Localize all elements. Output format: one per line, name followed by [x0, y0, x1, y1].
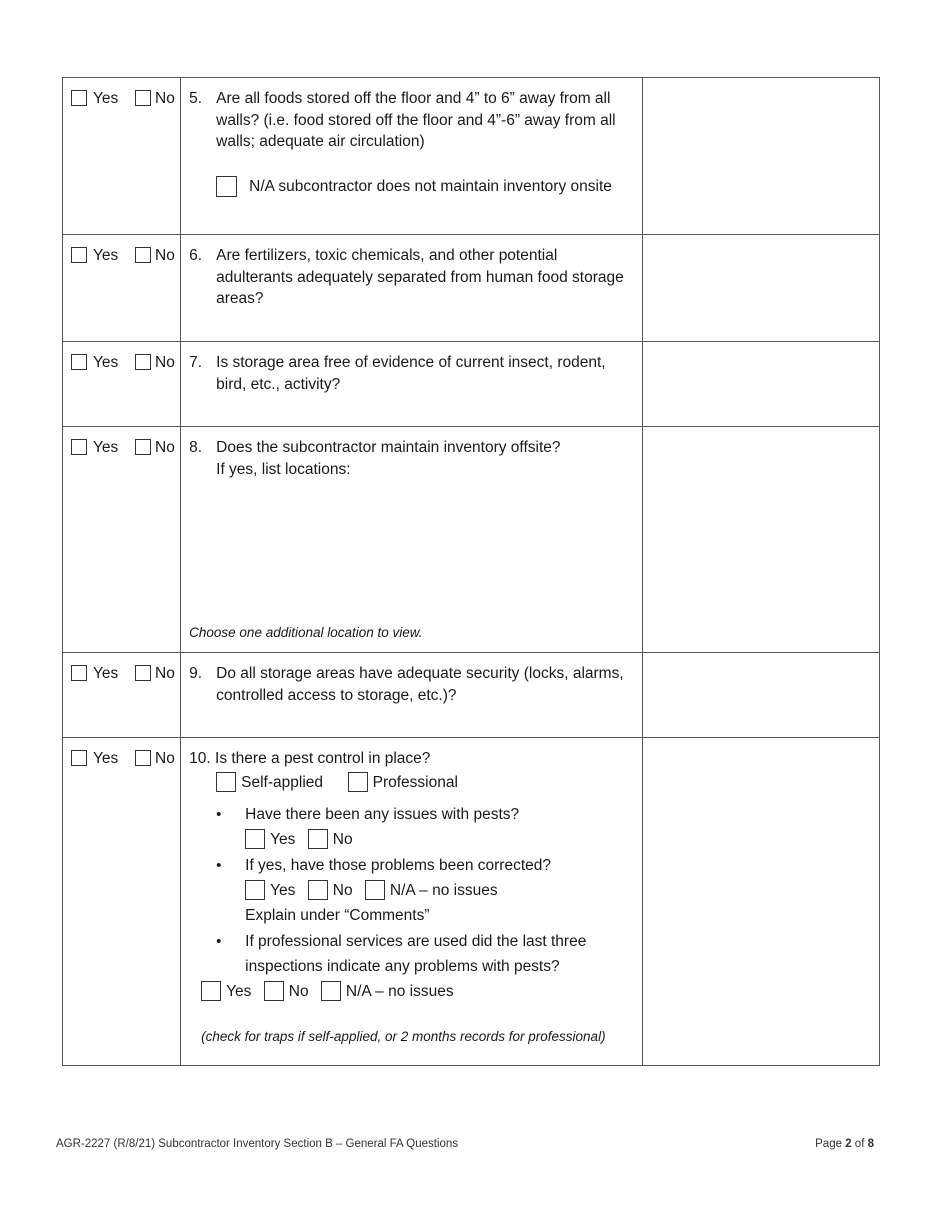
yes-no-cell: [63, 235, 181, 342]
question-text: Is there a pest control in place?: [215, 750, 431, 767]
no-checkbox[interactable]: [135, 247, 151, 263]
comments-cell[interactable]: [642, 235, 879, 342]
no-option[interactable]: No: [135, 750, 175, 768]
no-option[interactable]: No: [135, 247, 175, 265]
question-number: 9.: [189, 665, 203, 682]
question-number: 10.: [189, 750, 211, 767]
pest-control-type: [216, 770, 634, 795]
question-row-8: [63, 427, 880, 653]
comments-cell[interactable]: [642, 653, 879, 738]
bullet-dot-icon: •: [216, 932, 222, 950]
question-cell: [181, 653, 643, 738]
self-applied-checkbox[interactable]: [216, 772, 236, 792]
question-cell: [181, 738, 643, 1066]
question-number: 5.: [189, 90, 203, 107]
yes-no-cell: [63, 342, 181, 427]
no-checkbox[interactable]: [135, 665, 151, 681]
question-cell: [181, 427, 643, 653]
no-checkbox[interactable]: [135, 90, 151, 106]
yes-checkbox[interactable]: [71, 665, 87, 681]
question-number: 7.: [189, 354, 203, 371]
bullet-item: • If yes, have those problems been corrected? Yes No N/A – no issues Explain under “Comments”: [189, 853, 634, 928]
yes-no-cell: [63, 427, 181, 653]
no-checkbox[interactable]: [308, 880, 328, 900]
question-row-10: [63, 738, 880, 1066]
na-option-label: N/A subcontractor does not maintain inventory onsite: [249, 177, 612, 195]
comments-cell[interactable]: [642, 738, 879, 1066]
yes-checkbox[interactable]: [201, 981, 221, 1001]
no-option[interactable]: No: [135, 90, 175, 108]
yes-checkbox[interactable]: [71, 90, 87, 106]
bullet-text: If yes, have those problems been corrected?: [245, 856, 552, 874]
bullet-text: If professional services are used did the last three inspections indicate any problems with pests?: [245, 932, 587, 975]
location-dropdown-hint[interactable]: Choose one additional location to view.: [189, 624, 423, 640]
yes-option[interactable]: Yes: [71, 354, 118, 372]
no-option[interactable]: No: [135, 354, 175, 372]
no-checkbox[interactable]: [135, 354, 151, 370]
question-number: 8.: [189, 439, 203, 456]
yes-checkbox[interactable]: [71, 247, 87, 263]
self-applied-label: Self-applied: [241, 773, 323, 791]
page-number: Page 2 of 8: [815, 1138, 874, 1150]
question-row-7: [63, 342, 880, 427]
comments-cell[interactable]: [642, 78, 879, 235]
no-checkbox[interactable]: [264, 981, 284, 1001]
no-checkbox[interactable]: [135, 750, 151, 766]
question-cell: [181, 235, 643, 342]
yes-option[interactable]: Yes: [71, 247, 118, 265]
list-locations-label: If yes, list locations:: [216, 460, 351, 478]
comments-cell[interactable]: [642, 427, 879, 653]
question-cell: [181, 342, 643, 427]
yes-no-cell: [63, 738, 181, 1066]
questions-table: [62, 77, 880, 1066]
no-option[interactable]: No: [135, 439, 175, 457]
no-checkbox[interactable]: [308, 829, 328, 849]
question-cell: [181, 78, 643, 235]
question-text: Does the subcontractor maintain inventory offsite?: [216, 439, 561, 456]
question-row-5: [63, 78, 880, 235]
na-checkbox[interactable]: [365, 880, 385, 900]
explain-note: Explain under “Comments”: [245, 906, 430, 924]
no-checkbox[interactable]: [135, 439, 151, 455]
yes-option[interactable]: Yes: [71, 90, 118, 108]
na-checkbox[interactable]: [321, 981, 341, 1001]
question-text: Are fertilizers, toxic chemicals, and other potential adulterants adequately separated from human food storage areas?: [216, 247, 624, 307]
yes-checkbox[interactable]: [71, 750, 87, 766]
bullet-item: • Have there been any issues with pests? Yes No: [189, 802, 634, 852]
yes-checkbox[interactable]: [71, 354, 87, 370]
footer-form-id: AGR-2227 (R/8/21) Subcontractor Inventory Section B – General FA Questions: [56, 1138, 459, 1150]
question-text: Are all foods stored off the floor and 4” to 6” away from all walls? (i.e. food stored off the floor and 4”-6” away from all walls; adequate air circulation): [216, 90, 616, 150]
yes-option[interactable]: Yes: [71, 665, 118, 683]
bullet-dot-icon: •: [216, 805, 222, 823]
question-text: Is storage area free of evidence of current insect, rodent, bird, etc., activity?: [216, 354, 606, 393]
question-row-6: [63, 235, 880, 342]
yes-checkbox[interactable]: [71, 439, 87, 455]
professional-checkbox[interactable]: [348, 772, 368, 792]
bullet-text: Have there been any issues with pests?: [245, 805, 520, 823]
question-number: 6.: [189, 247, 203, 264]
yes-option[interactable]: Yes: [71, 750, 118, 768]
yes-checkbox[interactable]: [245, 829, 265, 849]
yes-no-cell: [63, 78, 181, 235]
na-checkbox[interactable]: [216, 176, 237, 197]
question-row-9: [63, 653, 880, 738]
yes-no-cell: [63, 653, 181, 738]
yes-option[interactable]: Yes: [71, 439, 118, 457]
no-option[interactable]: No: [135, 665, 175, 683]
pest-control-note: (check for traps if self-applied, or 2 months records for professional): [201, 1028, 606, 1044]
inspection-options: Yes No N/A – no issues: [201, 979, 634, 1004]
yes-checkbox[interactable]: [245, 880, 265, 900]
bullet-dot-icon: •: [216, 856, 222, 874]
comments-cell[interactable]: [642, 342, 879, 427]
question-text: Do all storage areas have adequate security (locks, alarms, controlled access to storage, etc.)?: [216, 665, 624, 704]
bullet-item: [189, 929, 634, 979]
professional-label: Professional: [372, 773, 458, 791]
